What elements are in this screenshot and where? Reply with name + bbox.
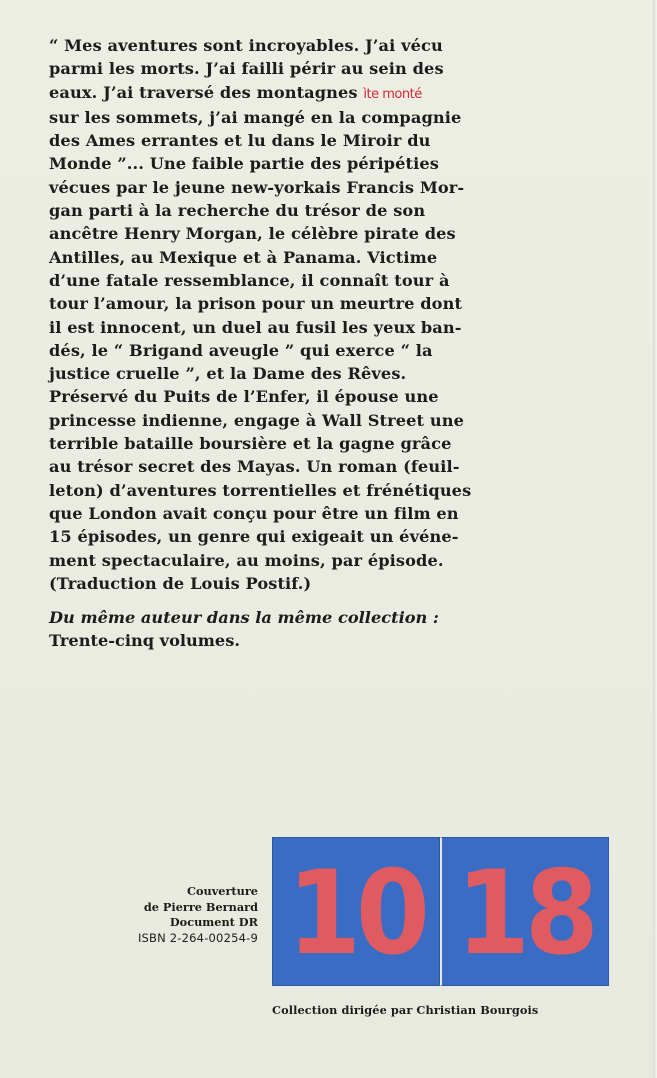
blurb-line-part: eaux. J’ai traversé des montagnes	[49, 82, 358, 102]
blurb-line: dés, le “ Brigand aveugle ” qui exerce “ la	[49, 340, 433, 360]
blurb-line: 15 épisodes, un genre qui exigeait un événe-	[49, 527, 459, 547]
collection-director-line: Collection dirigée par Christian Bourgois	[272, 1003, 539, 1017]
blurb-line: il est innocent, un duel au fusil les yeux ban-	[49, 317, 462, 337]
blurb-line: des Ames errantes et lu dans le Miroir du	[49, 131, 431, 151]
overprint-text: ìte monté	[363, 86, 422, 102]
blurb-line: que London avait conçu pour être un film en	[49, 503, 459, 523]
cover-credits	[80, 884, 258, 946]
logo-number-10: 10	[287, 845, 425, 981]
blurb-line: vécues par le jeune new-yorkais Francis Mor-	[49, 177, 465, 197]
logo-box-right	[440, 837, 609, 986]
page-edge	[653, 0, 657, 1078]
blurb-line: sur les sommets, j’ai mangé en la compagnie	[49, 107, 462, 127]
blurb-line: Antilles, au Mexique et à Panama. Victime	[49, 247, 438, 267]
blurb-line: parmi les morts. J’ai failli périr au sein des	[49, 59, 444, 79]
credit-line: Document DR	[169, 915, 258, 930]
blurb-line: au trésor secret des Mayas. Un roman (feuil-	[49, 457, 460, 477]
blurb-line: Monde ”... Une faible partie des péripéties	[49, 154, 439, 174]
same-author-text: Trente-cinq volumes.	[49, 631, 240, 651]
logo-box-left	[272, 837, 440, 986]
blurb-text	[49, 34, 617, 595]
blurb-line	[49, 81, 617, 106]
blurb-line: justice cruelle ”, et la Dame des Rêves.	[49, 364, 407, 384]
blurb-line: ment spectaculaire, au moins, par épisode.	[49, 550, 444, 570]
credit-line: Couverture	[186, 884, 258, 898]
blurb-line: tour l’amour, la prison pour un meurtre dont	[49, 294, 463, 314]
blurb-line: princesse indienne, engage à Wall Street une	[49, 410, 464, 430]
blurb-line: d’une fatale ressemblance, il connaît tour à	[49, 270, 450, 290]
same-author-heading: Du même auteur dans la même collection :	[49, 608, 439, 627]
blurb-line: (Traduction de Louis Postif.)	[49, 573, 312, 593]
blurb-line: ancêtre Henry Morgan, le célèbre pirate des	[49, 224, 456, 244]
blurb-line: Préservé du Puits de l’Enfer, il épouse une	[49, 387, 439, 407]
blurb-line: “ Mes aventures sont incroyables. J’ai vécu	[49, 36, 443, 55]
blurb-line: terrible bataille boursière et la gagne grâce	[49, 434, 452, 454]
logo-number-18: 18	[456, 845, 594, 981]
same-author-section	[49, 606, 609, 653]
publisher-logo-10-18	[272, 837, 609, 986]
credit-line: de Pierre Bernard	[143, 899, 258, 914]
blurb-line: leton) d’aventures torrentielles et frénétiques	[49, 480, 472, 500]
isbn: ISBN 2-264-00254-9	[137, 930, 258, 945]
blurb-line: gan parti à la recherche du trésor de son	[49, 201, 426, 221]
